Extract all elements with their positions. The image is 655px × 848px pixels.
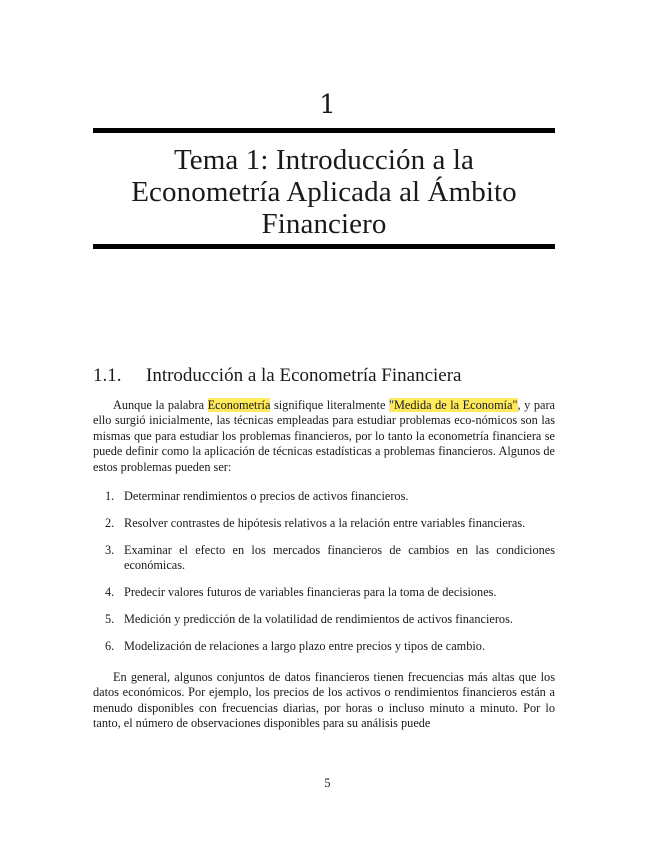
intro-lead: Aunque la palabra <box>113 398 208 412</box>
section-heading <box>93 364 461 388</box>
chapter-title-line-3: Financiero <box>261 208 387 240</box>
list-item <box>93 585 555 600</box>
list-item <box>93 516 555 531</box>
chapter-number: 1 <box>319 90 336 120</box>
chapter-bottom-rule <box>93 244 555 249</box>
list-item-text: Medición y predicción de la volatilidad de rendimientos de activos financieros. <box>124 612 513 627</box>
chapter-top-rule <box>93 128 555 133</box>
list-item-text: Predecir valores futuros de variables financieras para la toma de decisiones. <box>124 585 497 600</box>
highlight-econometria: Econometría <box>207 398 271 412</box>
list-item-text: Determinar rendimientos o precios de activos financieros. <box>124 489 409 503</box>
list-item-text: Modelización de relaciones a largo plazo entre precios y tipos de cambio. <box>124 639 486 654</box>
section-number: 1.1. <box>93 365 122 386</box>
list-item <box>93 639 555 654</box>
page-number: 5 <box>324 776 331 790</box>
chapter-title <box>93 144 555 240</box>
list-item <box>93 543 555 574</box>
intro-middle: signifique literalmente <box>270 398 389 412</box>
list-item-number: 3. <box>105 543 115 557</box>
list-item-number: 5. <box>105 612 115 627</box>
intro-paragraph <box>93 398 555 475</box>
section-title: Introducción a la Econometría Financiera <box>146 365 462 386</box>
list-item <box>93 489 555 504</box>
list-item-text: Examinar el efecto en los mercados financieros de cambios en las condiciones económicas. <box>124 543 555 573</box>
list-item-number: 6. <box>105 639 115 654</box>
chapter-title-line-2: Econometría Aplicada al Ámbito <box>131 176 517 208</box>
list-item-number: 1. <box>105 489 115 503</box>
general-paragraph: En general, algunos conjuntos de datos financieros tienen frecuencias más altas que los datos económicos. Por ejemplo, los precios de los activos o rendimientos financieros están a menudo disponibles con frecuencias diarias, por horas o incluso minuto a minuto. Por lo tanto, el número de observaciones disponibles para su análisis puede <box>93 670 555 731</box>
list-item-number: 2. <box>105 516 115 530</box>
list-item <box>93 612 555 627</box>
list-item-number: 4. <box>105 585 115 600</box>
highlight-medida: "Medida de la Economía" <box>388 398 518 412</box>
problems-list <box>93 489 555 666</box>
chapter-title-line-1: Tema 1: Introducción a la <box>173 144 475 176</box>
intro-rest: , y para ello surgió inicialmente, las técnicas empleadas para estudiar problemas eco-nómicos son las mismas que para estudiar los problemas financieros, por lo tanto la econometría financiera se puede definir como la aplicación de técnicas estadísticas a problemas financieros. Algunos de estos problemas pueden ser: <box>93 398 555 474</box>
list-item-text: Resolver contrastes de hipótesis relativos a la relación entre variables financieras. <box>124 516 526 530</box>
